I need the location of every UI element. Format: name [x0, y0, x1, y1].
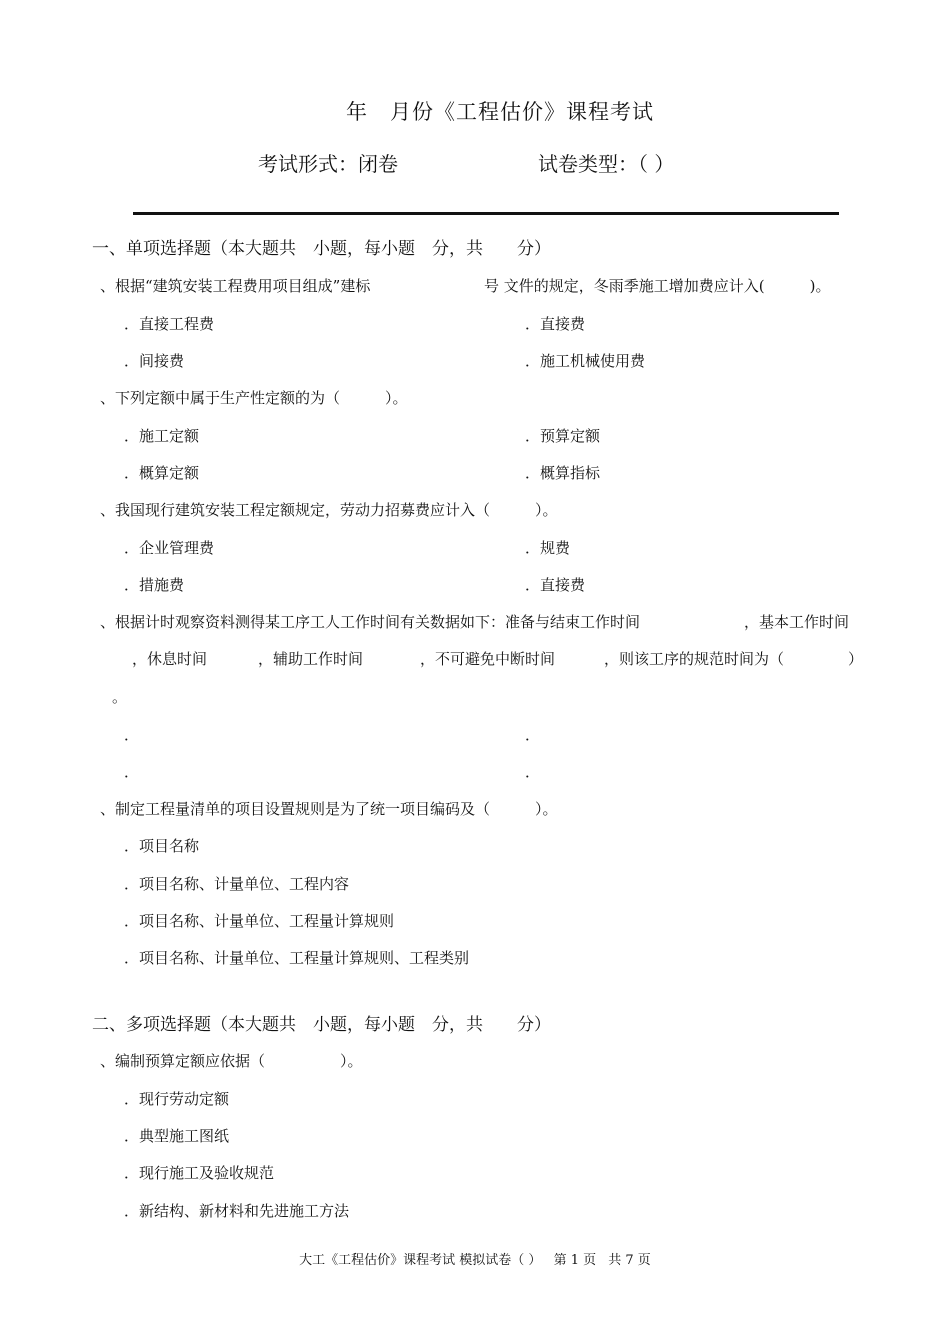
footer-total-pages: 共 7 页 — [608, 1253, 651, 1268]
footer-text: 大工《工程估价》课程考试 模拟试卷（ ） — [299, 1253, 542, 1268]
page-footer — [0, 1249, 950, 1268]
s1-q3-option-c: ．措施费 — [124, 576, 185, 594]
s1-q3-option-d: ．直接费 — [525, 576, 586, 594]
section1-heading: 一、单项选择题（本大题共 小题，每小题 分，共 分） — [92, 239, 551, 259]
s1-q4-line2-b: ，辅助工作时间 — [258, 650, 364, 668]
s1-q1-option-a: ．直接工程费 — [124, 315, 215, 333]
s1-q4-option-d: ． — [525, 763, 541, 781]
s2-q1-option-a: ．现行劳动定额 — [124, 1090, 230, 1108]
s1-q2-option-c: ．概算定额 — [124, 464, 200, 482]
s1-q4-stem-b: ，基本工作时间 — [744, 613, 850, 631]
s1-q1-option-c: ．间接费 — [124, 352, 185, 370]
s1-q4-line2-e: ） — [848, 650, 864, 668]
s1-q4-line2-d: ，则该工序的规范时间为（ — [604, 650, 785, 668]
s1-q4-line2-c: ，不可避免中断时间 — [420, 650, 556, 668]
s1-q1-option-b: ．直接费 — [525, 315, 586, 333]
s1-q2-option-b: ．预算定额 — [525, 427, 601, 445]
s1-q2-stem: 、下列定额中属于生产性定额的为（ ）。 — [100, 389, 408, 407]
s1-q3-option-b: ．规费 — [525, 539, 571, 557]
s1-q4-stem-a: 、根据计时观察资料测得某工序工人工作时间有关数据如下：准备与结束工作时间 — [100, 613, 641, 631]
s1-q2-option-a: ．施工定额 — [124, 427, 200, 445]
s1-q5-stem: 、制定工程量清单的项目设置规则是为了统一项目编码及（ ）。 — [100, 800, 558, 818]
paper-type: 试卷类型：（ ） — [538, 152, 675, 176]
s1-q5-option-c: ．项目名称、计量单位、工程量计算规则 — [124, 912, 395, 930]
s2-q1-option-b: ．典型施工图纸 — [124, 1127, 230, 1145]
s1-q5-option-a: ．项目名称 — [124, 837, 200, 855]
s1-q3-stem: 、我国现行建筑安装工程定额规定，劳动力招募费应计入（ ）。 — [100, 501, 558, 519]
s2-q1-option-c: ．现行施工及验收规范 — [124, 1164, 275, 1182]
s1-q4-option-a: ． — [124, 726, 140, 744]
s2-q1-stem: 、编制预算定额应依据（ ）。 — [100, 1052, 363, 1070]
s1-q4-line2-a: ，休息时间 — [132, 650, 208, 668]
s1-q1-stem-b: 号 文件的规定，冬雨季施工增加费应计入( )。 — [484, 277, 831, 295]
s1-q4-line3: 。 — [112, 688, 128, 706]
s1-q1-stem-a: 、根据“建筑安装工程费用项目组成”建标 — [100, 277, 371, 295]
header-divider — [133, 212, 839, 215]
exam-form: 考试形式：闭卷 — [258, 152, 398, 176]
s2-q1-option-d: ．新结构、新材料和先进施工方法 — [124, 1202, 350, 1220]
s1-q2-option-d: ．概算指标 — [525, 464, 601, 482]
s1-q4-option-b: ． — [525, 726, 541, 744]
s1-q1-option-d: ．施工机械使用费 — [525, 352, 646, 370]
exam-title: 年 月份《工程估价》课程考试 — [346, 100, 654, 124]
footer-page-number: 第 1 页 — [553, 1253, 597, 1268]
s1-q5-option-b: ．项目名称、计量单位、工程内容 — [124, 875, 350, 893]
s1-q3-option-a: ．企业管理费 — [124, 539, 215, 557]
s1-q5-option-d: ．项目名称、计量单位、工程量计算规则、工程类别 — [124, 949, 470, 967]
section2-heading: 二、多项选择题（本大题共 小题，每小题 分，共 分） — [92, 1015, 551, 1035]
s1-q4-option-c: ． — [124, 763, 140, 781]
